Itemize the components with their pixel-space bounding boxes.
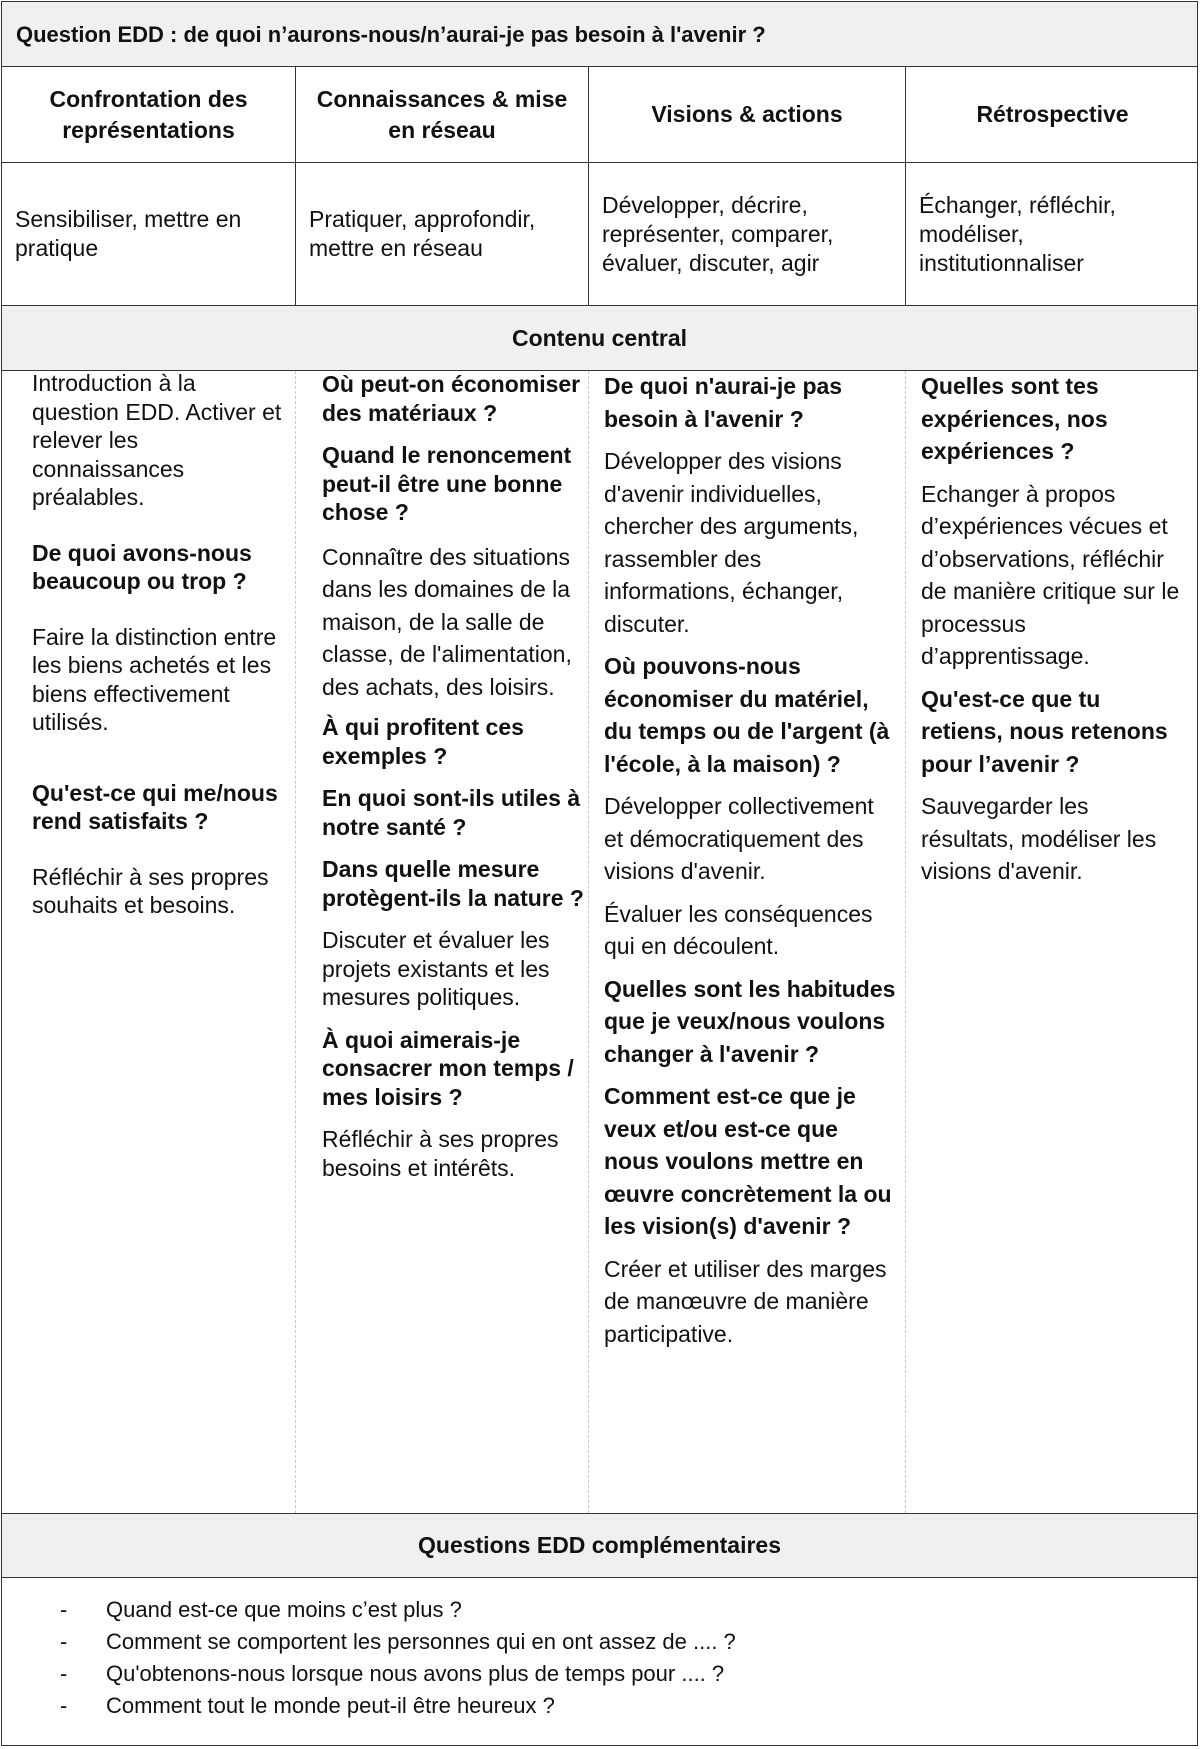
col1-question-2: Qu'est-ce qui me/nous rend satisfaits ? [32,779,278,834]
bullet-marker: - [60,1629,68,1654]
complementary-title: Questions EDD complémentaires [418,1532,781,1558]
edd-table [1,1,1198,1746]
col4-question-2: Qu'est-ce que tu retiens, nous retenons pour l’avenir ? [921,685,1168,777]
col4-text-1: Echanger à propos d’expériences vécues et d’observations, réfléchir de manière critique sur le processus d’apprentissage. [921,480,1180,669]
col1-text-2: Réfléchir à ses propres souhaits et besoins. [32,863,269,918]
col3-text-4: Créer et utiliser des marges de manœuvre de manière participative. [604,1255,887,1347]
header-retrospective: Rétrospective [976,101,1129,127]
col3-question-3: Quelles sont les habitudes que je veux/nous voulons changer à l'avenir ? [604,975,896,1067]
col2-question-2: Quand le renoncement peut-il être une bonne chose ? [322,442,572,525]
main-content-row [2,371,1197,1514]
col2-text-2: Discuter et évaluer les projets existants et les mesures politiques. [322,927,550,1010]
phase-header-row [2,67,1197,163]
verbs-connaissances: Pratiquer, approfondir, mettre en réseau [296,163,589,305]
list-item-text: Qu'obtenons-nous lorsque nous avons plus de temps pour .... ? [106,1661,725,1686]
bullet-marker: - [60,1661,68,1686]
col2-question-4: En quoi sont-ils utiles à notre santé ? [322,785,581,840]
table-title: Question EDD : de quoi n’aurons-nous/n’aurai-je pas besoin à l'avenir ? [16,22,766,47]
col4-text-2: Sauvegarder les résultats, modéliser les visions d'avenir. [921,793,1157,884]
column-connaissances [296,371,589,1513]
column-visions [589,371,906,1513]
list-item [60,1594,736,1626]
col3-question-2: Où pouvons-nous économiser du matériel, du temps ou de l'argent (à l'école, à la maison) ? [604,653,890,777]
col3-question-4: Comment est-ce que je veux et/ou est-ce que nous voulons mettre en œuvre concrètement la ou les vision(s) d'avenir ? [604,1083,892,1239]
col2-text-1: Connaître des situations dans les domaines de la maison, de la salle de classe, de l'alimentation, des achats, des loisirs. [322,543,572,700]
complementary-question-list [60,1594,736,1722]
list-item-text: Quand est-ce que moins c’est plus ? [106,1597,462,1622]
col2-text-3: Réfléchir à ses propres besoins et intérêts. [322,1126,559,1181]
col2-question-6: À quoi aimerais-je consacrer mon temps / mes loisirs ? [322,1026,574,1110]
col2-question-5: Dans quelle mesure protègent-ils la nature ? [322,856,584,911]
col2-question-1: Où peut-on économiser des matériaux ? [322,371,581,426]
col3-text-3: Évaluer les conséquences qui en découlent. [604,900,873,959]
col3-question-1: De quoi n'aurai-je pas besoin à l'avenir ? [604,373,843,432]
header-confrontation: Confrontation des représentations [2,67,296,162]
header-visions: Visions & actions [589,67,906,162]
column-retrospective [906,371,1199,1513]
col1-intro: Introduction à la question EDD. Activer et relever les connaissances préalables. [32,370,282,510]
central-content-row [2,306,1197,371]
header-connaissances: Connaissances & mise en réseau [296,67,589,162]
list-item-text: Comment tout le monde peut-il être heureux ? [106,1693,555,1718]
col3-text-1: Développer des visions d'avenir individuelles, chercher des arguments, rassembler des informations, échanger, discuter. [604,448,859,637]
verbs-row [2,163,1197,306]
verbs-retrospective: Échanger, réfléchir, modéliser, institutionnaliser [919,191,1116,276]
col4-question-1: Quelles sont tes expériences, nos expériences ? [921,373,1108,464]
complementary-list-row [2,1578,1197,1744]
list-item [60,1658,736,1690]
bullet-marker: - [60,1597,68,1622]
bullet-marker: - [60,1693,68,1718]
list-item [60,1690,736,1722]
column-confrontation [2,371,296,1513]
list-item [60,1626,736,1658]
central-content-title: Contenu central [511,324,688,351]
col3-text-2: Développer collectivement et démocratiquement des visions d'avenir. [604,793,874,884]
col2-question-3: À qui profitent ces exemples ? [322,714,524,769]
complementary-title-row [2,1514,1197,1578]
title-row [2,2,1197,67]
verbs-visions: Développer, décrire, représenter, comparer, évaluer, discuter, agir [589,163,906,305]
col1-question-1: De quoi avons-nous beaucoup ou trop ? [32,539,252,594]
list-item-text: Comment se comportent les personnes qui en ont assez de .... ? [106,1629,736,1654]
verbs-confrontation: Sensibiliser, mettre en pratique [2,163,296,305]
col1-text-1: Faire la distinction entre les biens achetés et les biens effectivement utilisés. [32,623,277,735]
